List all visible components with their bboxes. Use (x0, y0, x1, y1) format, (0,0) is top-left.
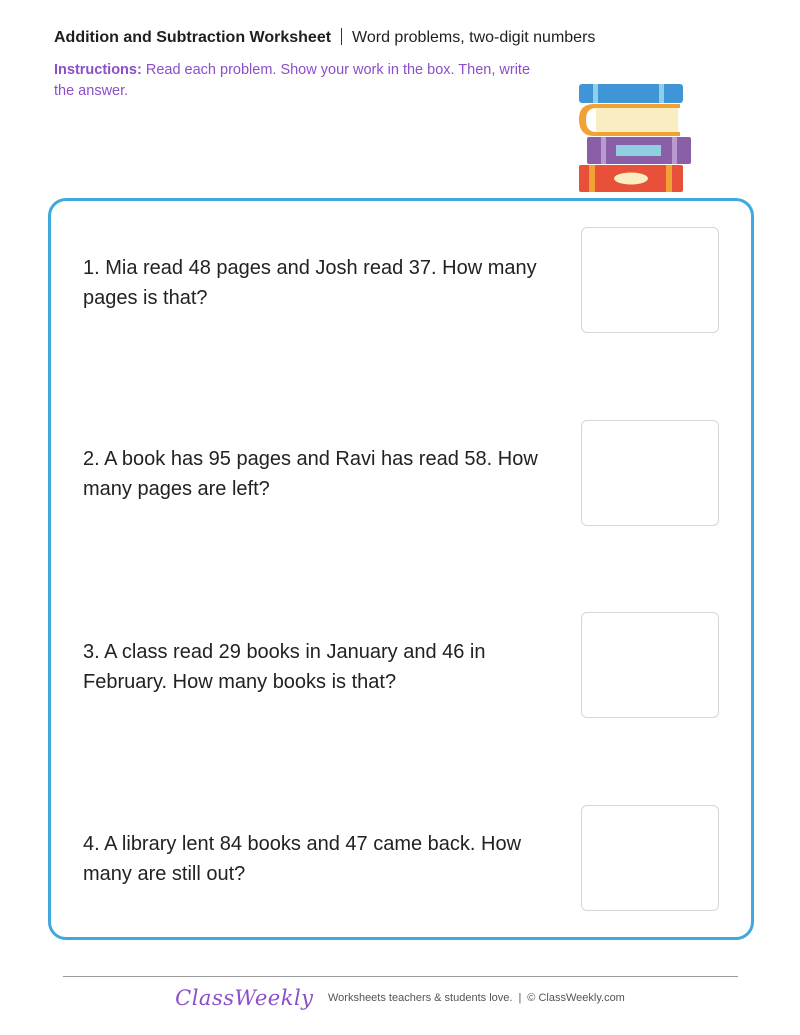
footer (0, 986, 800, 1010)
footer-tagline: Worksheets teachers & students love. (327, 992, 513, 1004)
worksheet-title: Addition and Subtraction Worksheet (54, 29, 332, 46)
footer-separator: | (518, 992, 522, 1004)
problem-3: 3. A class read 29 books in January and 46 in February. How many books is that? (83, 641, 486, 693)
footer-divider (63, 976, 738, 977)
instructions-text: Read each problem. Show your work in the box. Then, write the answer. (54, 62, 531, 99)
answer-box-3[interactable] (581, 612, 719, 718)
answer-box-1[interactable] (581, 227, 719, 333)
classweekly-logo: ClassWeekly (175, 986, 314, 1010)
footer-text (328, 992, 625, 1004)
answer-box-4[interactable] (581, 805, 719, 911)
footer-copyright: © ClassWeekly.com (527, 992, 625, 1004)
instructions-label: Instructions: (54, 62, 142, 78)
problem-1: 1. Mia read 48 pages and Josh read 37. How many pages is that? (83, 257, 537, 309)
problem-4: 4. A library lent 84 books and 47 came back. How many are still out? (83, 833, 522, 885)
problems-panel (48, 198, 754, 940)
stack-of-books-icon (576, 80, 694, 194)
problem-2: 2. A book has 95 pages and Ravi has read 58. How many pages are left? (83, 448, 538, 500)
worksheet-header (54, 28, 595, 47)
header-divider (341, 28, 342, 45)
instructions (54, 60, 544, 102)
answer-box-2[interactable] (581, 420, 719, 526)
worksheet-subtitle: Word problems, two-digit numbers (352, 29, 596, 46)
